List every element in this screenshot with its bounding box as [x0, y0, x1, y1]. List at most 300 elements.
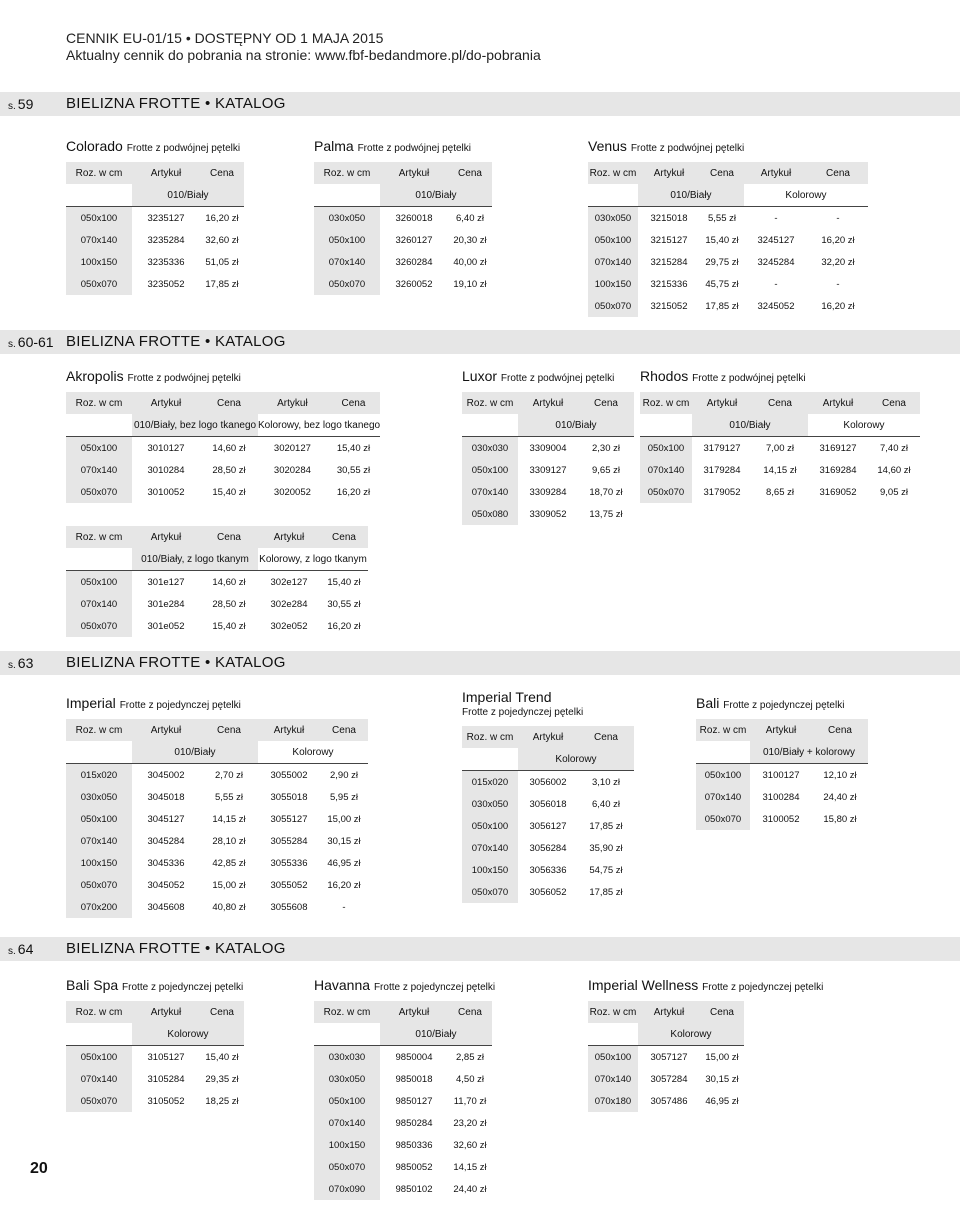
- size-cell: 030x050: [314, 207, 380, 230]
- size-cell: 100x150: [66, 251, 132, 273]
- price-cell: 17,85 zł: [705, 300, 739, 312]
- variant-label: Kolorowy: [132, 1023, 244, 1046]
- price-cell: 6,40 zł: [592, 798, 620, 810]
- col-header-article: Artykuł: [380, 1001, 448, 1023]
- price-cell: 13,75 zł: [589, 508, 623, 520]
- price-cell: 15,40 zł: [336, 442, 371, 454]
- price-cell: 14,15 zł: [212, 813, 246, 825]
- price-cell: 30,55 zł: [336, 464, 371, 476]
- section-page: s. 63: [8, 655, 34, 671]
- product-name: Palma: [314, 138, 354, 154]
- article-cell: 3245127: [757, 234, 795, 246]
- col-header-price: Cena: [448, 1001, 492, 1023]
- variant-header-row: [462, 748, 634, 771]
- size-cell: 030x050: [314, 1068, 380, 1090]
- product-desc: Frotte z pojedynczej pętelki: [373, 982, 496, 993]
- size-cell: 050x070: [66, 273, 132, 295]
- price-cell: 51,05 zł: [205, 256, 239, 268]
- variant-header-row: [66, 414, 380, 437]
- article-cell: 3055608: [270, 901, 308, 913]
- article-cell: 301e284: [147, 598, 185, 610]
- size-cell: 070x200: [66, 896, 132, 918]
- table-row: [66, 273, 244, 295]
- col-header-price: Cena: [200, 526, 258, 548]
- col-header-article: Artykuł: [744, 162, 808, 184]
- size-cell: 070x140: [66, 459, 132, 481]
- article-cell: 3057284: [650, 1073, 688, 1085]
- size-cell: 070x140: [588, 251, 638, 273]
- col-header-price: Cena: [200, 392, 258, 414]
- article-cell: 3235336: [147, 256, 185, 268]
- table-row: [314, 1178, 492, 1200]
- article-cell: 3179052: [703, 486, 741, 498]
- article-cell: 9850052: [395, 1161, 433, 1173]
- table-row: [696, 786, 868, 808]
- variant-label: 010/Biały, z logo tkanym: [132, 548, 258, 571]
- variant-blank: [640, 414, 692, 437]
- table-header-row: [66, 719, 368, 741]
- price-cell: 23,20 zł: [453, 1117, 487, 1129]
- table-row: [462, 815, 634, 837]
- size-cell: 100x150: [66, 852, 132, 874]
- variant-blank: [66, 548, 132, 571]
- article-cell: 3309127: [529, 464, 567, 476]
- article-cell: 3100127: [762, 769, 800, 781]
- col-header-price: Cena: [200, 719, 258, 741]
- article-cell: 3057127: [650, 1051, 688, 1063]
- variant-blank: [66, 741, 132, 764]
- col-header-article: Artykuł: [808, 392, 868, 414]
- article-cell: 9850336: [395, 1139, 433, 1151]
- product-desc: Frotte z podwójnej pętelki: [500, 373, 615, 384]
- variant-label: Kolorowy: [518, 748, 634, 771]
- price-table: [640, 392, 920, 503]
- table-row: [588, 1090, 744, 1112]
- price-table: [314, 1001, 492, 1200]
- price-cell: 9,65 zł: [592, 464, 620, 476]
- article-cell: 3215052: [650, 300, 688, 312]
- col-header-article: Artykuł: [380, 162, 448, 184]
- price-table: [66, 1001, 244, 1112]
- article-cell: 3020284: [273, 464, 311, 476]
- article-cell: 3100052: [762, 813, 800, 825]
- col-header-article: Artykuł: [132, 162, 200, 184]
- table-row: [696, 808, 868, 830]
- variant-blank: [66, 414, 132, 437]
- price-cell: 16,20 zł: [205, 212, 239, 224]
- table-row: [314, 1134, 492, 1156]
- col-header-article: Artykuł: [258, 392, 327, 414]
- table-row: [66, 764, 368, 787]
- price-table: [588, 1001, 744, 1112]
- price-cell: 29,35 zł: [205, 1073, 239, 1085]
- col-header-price: Cena: [320, 719, 368, 741]
- table-row: [314, 207, 492, 230]
- col-header-size: Roz. w cm: [640, 392, 692, 414]
- article-cell: 3179284: [703, 464, 741, 476]
- article-cell: 3169052: [819, 486, 857, 498]
- price-table: [66, 526, 368, 637]
- price-cell: 45,75 zł: [705, 278, 739, 290]
- table-row: [640, 459, 920, 481]
- col-header-article: Artykuł: [638, 1001, 700, 1023]
- size-cell: 050x080: [462, 503, 518, 525]
- article-cell: 3169284: [819, 464, 857, 476]
- article-cell: 302e127: [270, 576, 308, 588]
- article-cell: 3045052: [147, 879, 185, 891]
- price-cell: 5,95 zł: [330, 791, 358, 803]
- table-row: [66, 874, 368, 896]
- price-list-title: CENNIK EU-01/15 • DOSTĘPNY OD 1 MAJA 2015: [66, 30, 384, 46]
- product-name: Akropolis: [66, 368, 124, 384]
- col-header-price: Cena: [578, 726, 634, 748]
- col-header-article: Artykuł: [692, 392, 752, 414]
- col-header-price: Cena: [808, 162, 868, 184]
- table-row: [66, 481, 380, 503]
- table-row: [462, 437, 634, 460]
- product-palma: [314, 138, 492, 295]
- table-row: [66, 1090, 244, 1112]
- col-header-price: Cena: [868, 392, 920, 414]
- price-table: [588, 162, 868, 317]
- size-cell: 050x070: [66, 1090, 132, 1112]
- table-row: [314, 1068, 492, 1090]
- table-row: [640, 437, 920, 460]
- variant-blank: [588, 184, 638, 207]
- variant-label: Kolorowy, bez logo tkanego: [258, 414, 380, 437]
- price-cell: 28,50 zł: [212, 598, 246, 610]
- article-cell: 3056284: [529, 842, 567, 854]
- product-bali: [696, 695, 868, 830]
- size-cell: 070x140: [588, 1068, 638, 1090]
- table-row: [462, 771, 634, 794]
- col-header-article: Artykuł: [258, 526, 320, 548]
- variant-header-row: [588, 1023, 744, 1046]
- article-cell: 3235052: [147, 278, 185, 290]
- col-header-article: Artykuł: [132, 1001, 200, 1023]
- col-header-price: Cena: [200, 162, 244, 184]
- variant-label: Kolorowy: [638, 1023, 744, 1046]
- section-page: s. 60-61: [8, 334, 54, 350]
- article-cell: 3055018: [270, 791, 308, 803]
- size-cell: 030x050: [588, 207, 638, 230]
- product-rhodos: [640, 368, 920, 503]
- download-note: Aktualny cennik do pobrania na stronie: www.fbf-bedandmore.pl/do-pobrania: [66, 47, 541, 63]
- variant-label: 010/Biały + kolorowy: [750, 741, 868, 764]
- price-cell: 40,00 zł: [453, 256, 487, 268]
- variant-blank: [314, 1023, 380, 1046]
- table-row: [314, 1090, 492, 1112]
- variant-blank: [66, 184, 132, 207]
- table-row: [66, 229, 244, 251]
- price-cell: 17,85 zł: [589, 820, 623, 832]
- size-cell: 050x070: [640, 481, 692, 503]
- product-name: Bali: [696, 695, 720, 711]
- col-header-size: Roz. w cm: [314, 1001, 380, 1023]
- section-bar-s60-61: [0, 330, 960, 354]
- col-header-article: Artykuł: [518, 392, 578, 414]
- table-row: [66, 459, 380, 481]
- product-desc: Frotte z podwójnej pętelki: [357, 143, 471, 154]
- table-row: [314, 229, 492, 251]
- size-cell: 050x100: [314, 1090, 380, 1112]
- table-row: [66, 251, 244, 273]
- size-cell: 050x100: [462, 459, 518, 481]
- variant-label: Kolorowy: [258, 741, 368, 764]
- article-cell: 3056336: [529, 864, 567, 876]
- product-desc: Frotte z podwójnej pętelki: [630, 143, 745, 154]
- price-cell: 29,75 zł: [705, 256, 739, 268]
- price-table: [462, 726, 634, 903]
- price-cell: 6,40 zł: [456, 212, 484, 224]
- size-cell: 050x100: [588, 1046, 638, 1069]
- price-cell: 5,55 zł: [708, 212, 736, 224]
- article-cell: 3045002: [147, 769, 185, 781]
- variant-header-row: [696, 741, 868, 764]
- size-cell: 050x070: [66, 874, 132, 896]
- variant-blank: [588, 1023, 638, 1046]
- price-cell: 30,15 zł: [327, 835, 361, 847]
- article-cell: 3105284: [147, 1073, 185, 1085]
- article-cell: 3260284: [395, 256, 433, 268]
- price-cell: 32,20 zł: [821, 256, 855, 268]
- table-header-row: [66, 526, 368, 548]
- price-cell: 9,05 zł: [880, 486, 908, 498]
- size-cell: 070x140: [462, 481, 518, 503]
- variant-label: 010/Biały: [638, 184, 744, 207]
- variant-label: 010/Biały: [380, 1023, 492, 1046]
- article-cell: 302e284: [270, 598, 308, 610]
- price-cell: 19,10 zł: [453, 278, 487, 290]
- article-cell: 3055127: [270, 813, 308, 825]
- product-akropolis: [66, 368, 380, 503]
- section-bar-s63: [0, 651, 960, 675]
- product-name: Imperial Wellness: [588, 977, 699, 993]
- price-cell: 17,85 zł: [589, 886, 623, 898]
- price-cell: 16,20 zł: [336, 486, 371, 498]
- product-venus: [588, 138, 868, 317]
- price-cell: 18,25 zł: [205, 1095, 239, 1107]
- price-cell: 24,40 zł: [823, 791, 857, 803]
- col-header-size: Roz. w cm: [588, 162, 638, 184]
- price-cell: 5,55 zł: [215, 791, 243, 803]
- size-cell: 015x020: [462, 771, 518, 794]
- price-cell: 14,60 zł: [212, 576, 246, 588]
- variant-label: 010/Biały: [692, 414, 808, 437]
- article-cell: 3105052: [147, 1095, 185, 1107]
- article-cell: -: [774, 212, 778, 224]
- variant-label: 010/Biały: [518, 414, 634, 437]
- size-cell: 015x020: [66, 764, 132, 787]
- price-cell: 15,40 zł: [212, 620, 246, 632]
- size-cell: 050x070: [588, 295, 638, 317]
- col-header-article: Artykuł: [132, 719, 200, 741]
- size-cell: 050x100: [66, 1046, 132, 1069]
- col-header-size: Roz. w cm: [66, 526, 132, 548]
- table-row: [66, 1046, 244, 1069]
- table-row: [66, 615, 368, 637]
- size-cell: 050x070: [314, 273, 380, 295]
- price-cell: -: [836, 278, 840, 290]
- product-desc: Frotte z pojedynczej pętelki: [462, 707, 584, 718]
- price-cell: 28,10 zł: [212, 835, 246, 847]
- table-header-row: [66, 392, 380, 414]
- table-header-row: [696, 719, 868, 741]
- size-cell: 030x050: [66, 786, 132, 808]
- variant-header-row: [588, 184, 868, 207]
- article-cell: 3056018: [529, 798, 567, 810]
- table-row: [66, 786, 368, 808]
- variant-header-row: [640, 414, 920, 437]
- table-header-row: [314, 162, 492, 184]
- article-cell: 3020052: [273, 486, 311, 498]
- table-row: [588, 251, 868, 273]
- product-desc: Frotte z pojedynczej pętelki: [119, 700, 241, 711]
- variant-header-row: [66, 1023, 244, 1046]
- table-row: [462, 837, 634, 859]
- article-cell: 301e127: [147, 576, 185, 588]
- price-cell: 7,00 zł: [766, 442, 794, 454]
- price-cell: 20,30 zł: [453, 234, 487, 246]
- table-row: [462, 459, 634, 481]
- table-row: [588, 207, 868, 230]
- price-cell: 8,65 zł: [766, 486, 794, 498]
- size-cell: 070x140: [66, 229, 132, 251]
- table-row: [462, 859, 634, 881]
- table-row: [696, 764, 868, 787]
- article-cell: 9850004: [395, 1051, 433, 1063]
- size-cell: 050x100: [314, 229, 380, 251]
- article-cell: 3045608: [147, 901, 185, 913]
- price-cell: 7,40 zł: [880, 442, 908, 454]
- article-cell: 3260052: [395, 278, 433, 290]
- price-cell: 46,95 zł: [327, 857, 361, 869]
- size-cell: 050x070: [462, 881, 518, 903]
- article-cell: 3057486: [650, 1095, 688, 1107]
- price-cell: 2,70 zł: [215, 769, 243, 781]
- col-header-price: Cena: [752, 392, 808, 414]
- table-row: [588, 273, 868, 295]
- page-header: [66, 30, 541, 64]
- product-name: Havanna: [314, 977, 371, 993]
- size-cell: 070x140: [462, 837, 518, 859]
- variant-label: 010/Biały: [132, 184, 244, 207]
- price-cell: 42,85 zł: [212, 857, 246, 869]
- article-cell: 3055052: [270, 879, 308, 891]
- table-row: [66, 896, 368, 918]
- price-cell: 2,30 zł: [592, 442, 620, 454]
- table-header-row: [588, 1001, 744, 1023]
- variant-header-row: [314, 1023, 492, 1046]
- product-desc: Frotte z podwójnej pętelki: [126, 143, 241, 154]
- product-name: Rhodos: [640, 368, 689, 384]
- price-cell: 4,50 zł: [456, 1073, 484, 1085]
- variant-label: 010/Biały: [132, 741, 258, 764]
- variant-blank: [462, 748, 518, 771]
- article-cell: 3045284: [147, 835, 185, 847]
- product-name: Luxor: [462, 368, 498, 384]
- article-cell: 3215284: [650, 256, 688, 268]
- price-cell: 32,60 zł: [205, 234, 239, 246]
- price-cell: 15,00 zł: [212, 879, 246, 891]
- size-cell: 030x030: [462, 437, 518, 460]
- price-cell: 14,60 zł: [212, 442, 246, 454]
- article-cell: 3056002: [529, 776, 567, 788]
- article-cell: 3045336: [147, 857, 185, 869]
- price-cell: 32,60 zł: [453, 1139, 487, 1151]
- size-cell: 050x100: [66, 437, 132, 460]
- table-row: [66, 593, 368, 615]
- product-name: Imperial: [66, 695, 116, 711]
- article-cell: 3105127: [147, 1051, 185, 1063]
- article-cell: 3055002: [270, 769, 308, 781]
- price-cell: 14,15 zł: [763, 464, 797, 476]
- table-row: [314, 1046, 492, 1069]
- article-cell: 3056052: [529, 886, 567, 898]
- price-cell: 54,75 zł: [589, 864, 623, 876]
- product-bali-spa: [66, 977, 244, 1112]
- product-akropolis-logo: [66, 521, 368, 637]
- table-row: [314, 1156, 492, 1178]
- col-header-price: Cena: [700, 162, 744, 184]
- table-row: [66, 207, 244, 230]
- size-cell: 070x090: [314, 1178, 380, 1200]
- table-row: [588, 1046, 744, 1069]
- table-row: [588, 1068, 744, 1090]
- table-row: [462, 481, 634, 503]
- product-desc: Frotte z pojedynczej pętelki: [122, 982, 244, 993]
- product-imperial-trend: [462, 689, 634, 903]
- article-cell: 3245284: [757, 256, 795, 268]
- price-table: [462, 392, 634, 525]
- table-row: [588, 295, 868, 317]
- article-cell: 3215336: [650, 278, 688, 290]
- section-title: BIELIZNA FROTTE • KATALOG: [66, 654, 286, 671]
- article-cell: 3010127: [147, 442, 185, 454]
- table-row: [462, 793, 634, 815]
- product-imperial-wellness: [588, 977, 823, 1112]
- section-page: s. 59: [8, 96, 34, 112]
- variant-label: 010/Biały, bez logo tkanego: [132, 414, 258, 437]
- section-title: BIELIZNA FROTTE • KATALOG: [66, 940, 286, 957]
- col-header-size: Roz. w cm: [66, 719, 132, 741]
- product-desc: Frotte z pojedynczej pętelki: [723, 700, 845, 711]
- size-cell: 050x070: [66, 481, 132, 503]
- col-header-price: Cena: [327, 392, 380, 414]
- table-row: [462, 503, 634, 525]
- col-header-size: Roz. w cm: [66, 1001, 132, 1023]
- variant-label: 010/Biały: [380, 184, 492, 207]
- price-cell: 15,00 zł: [705, 1051, 739, 1063]
- price-cell: -: [342, 901, 346, 913]
- article-cell: 3056127: [529, 820, 567, 832]
- col-header-price: Cena: [200, 1001, 244, 1023]
- col-header-size: Roz. w cm: [66, 392, 132, 414]
- price-cell: 15,80 zł: [823, 813, 857, 825]
- article-cell: 3235284: [147, 234, 185, 246]
- price-cell: 14,60 zł: [877, 464, 911, 476]
- product-imperial: [66, 695, 368, 918]
- article-cell: 3309284: [529, 486, 567, 498]
- price-cell: 2,90 zł: [330, 769, 358, 781]
- size-cell: 070x140: [66, 593, 132, 615]
- table-header-row: [462, 392, 634, 414]
- product-name: Colorado: [66, 138, 123, 154]
- price-cell: 2,85 zł: [456, 1051, 484, 1063]
- variant-header-row: [66, 548, 368, 571]
- variant-label: Kolorowy: [744, 184, 868, 207]
- product-desc: Frotte z podwójnej pętelki: [127, 373, 241, 384]
